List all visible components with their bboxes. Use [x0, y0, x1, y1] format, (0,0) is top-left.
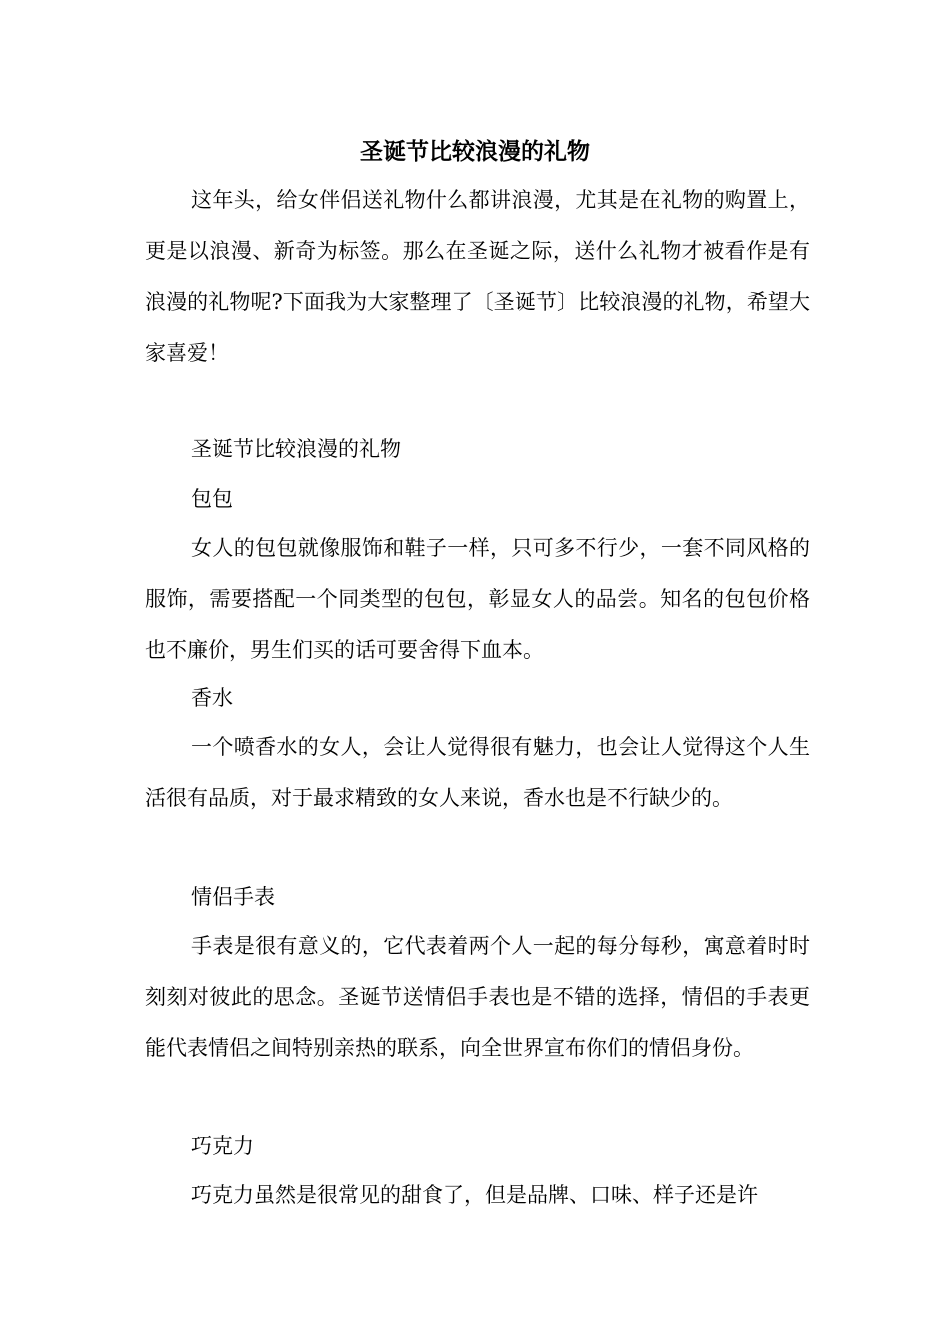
document-title: 圣诞节比较浪漫的礼物 [360, 138, 590, 165]
item-text-perfume: 一个喷香水的女人，会让人觉得很有魅力，也会让人觉得这个人生活很有品质，对于最求精致的女人来说，香水也是不行缺少的。 [145, 735, 810, 810]
item-text-watch: 手表是很有意义的，它代表着两个人一起的每分每秒，寓意着时时刻刻对彼此的思念。圣诞节送情侣手表也是不错的选择，情侣的手表更能代表情侣之间特别亲热的联系，向全世界宣布你们的情侣身份。 [145, 934, 810, 1060]
item-text-chocolate: 巧克力虽然是很常见的甜食了，但是品牌、口味、样子还是许 [191, 1183, 758, 1207]
item-heading-bag: 包包 [191, 487, 233, 511]
intro-paragraph: 这年头，给女伴侣送礼物什么都讲浪漫，尤其是在礼物的购置上，更是以浪漫、新奇为标签。那么在圣诞之际，送什么礼物才被看作是有浪漫的礼物呢?下面我为大家整理了〔圣诞节〕比较浪漫的礼物，希望大家喜爱！ [145, 188, 810, 365]
item-heading-chocolate: 巧克力 [191, 1134, 254, 1158]
section-title: 圣诞节比较浪漫的礼物 [191, 437, 401, 461]
item-text-bag: 女人的包包就像服饰和鞋子一样，只可多不行少，一套不同风格的服饰，需要搭配一个同类型的包包，彰显女人的品尝。知名的包包价格也不廉价，男生们买的话可要舍得下血本。 [145, 536, 810, 662]
item-heading-perfume: 香水 [191, 686, 233, 710]
item-heading-watch: 情侣手表 [191, 885, 275, 909]
